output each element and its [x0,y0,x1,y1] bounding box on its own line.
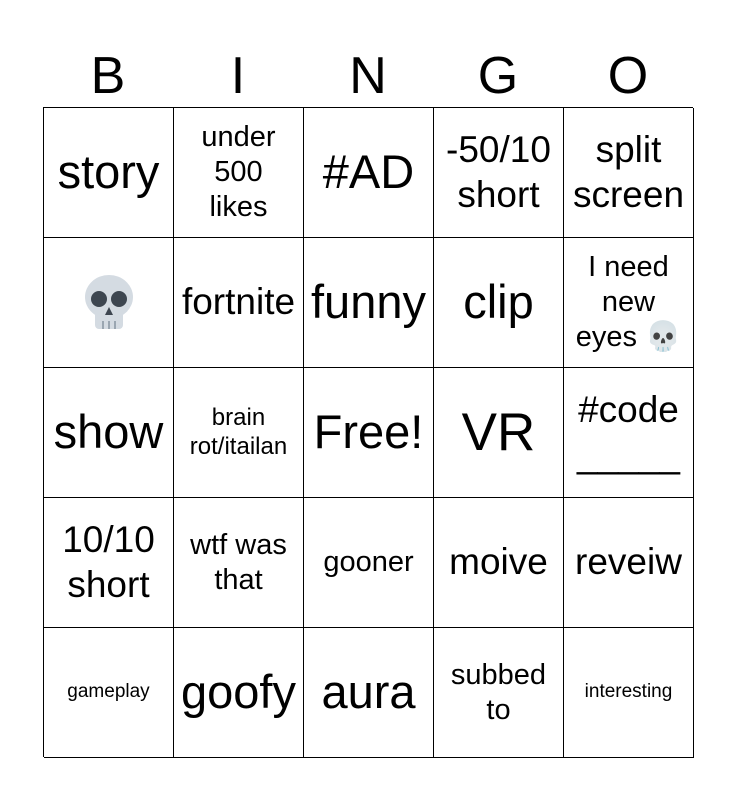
header-letter-i: I [230,47,246,105]
bingo-cell[interactable] [174,108,304,238]
bingo-cell-label: #AD [322,145,415,199]
header-letter-b: B [90,47,126,105]
bingo-cell-label: brain rot/itailan [189,403,288,460]
bingo-cell-label: interesting [584,681,673,703]
bingo-cell-label: I need new eyes 💀 [575,251,682,353]
bingo-cell-label: reveiw [575,541,682,583]
bingo-cell-label: aura [321,665,416,719]
bingo-cell[interactable] [44,238,174,368]
bingo-cell[interactable] [434,628,564,758]
skull-icon [81,273,137,333]
bingo-cell-label: subbed to [450,658,547,726]
bingo-cell[interactable] [44,108,174,238]
bingo-cell[interactable] [304,498,434,628]
bingo-cell[interactable] [44,628,174,758]
bingo-cell-label: Free! [313,405,424,459]
bingo-cell[interactable] [174,368,304,498]
bingo-cell[interactable] [304,108,434,238]
bingo-cell-label: clip [463,275,534,329]
bingo-cell-label: gooner [323,546,414,579]
header-letter-o: O [607,47,649,105]
bingo-cell[interactable] [564,498,694,628]
bingo-cell-label: #code _____ [577,389,680,475]
bingo-cell[interactable] [434,108,564,238]
bingo-cell-label: VR [461,402,536,462]
bingo-cell[interactable] [44,368,174,498]
bingo-cell-label: wtf was that [190,528,287,596]
bingo-cell[interactable] [434,498,564,628]
bingo-cell[interactable] [434,238,564,368]
bingo-cell-label: -50/10 short [446,129,551,215]
bingo-cell-label: story [57,145,160,199]
bingo-board [43,107,693,757]
bingo-cell[interactable] [304,628,434,758]
header-letter-n: N [349,47,387,105]
bingo-cell-label: split screen [572,129,685,215]
bingo-cell-label: funny [311,275,426,329]
bingo-cell[interactable] [174,238,304,368]
bingo-cell[interactable] [174,498,304,628]
bingo-cell-label: 10/10 short [62,519,155,605]
bingo-cell[interactable] [44,498,174,628]
bingo-cell[interactable] [564,238,694,368]
bingo-cell[interactable] [564,628,694,758]
header-letter-g: G [477,47,519,105]
bingo-cell[interactable] [564,108,694,238]
bingo-header [43,48,693,104]
bingo-cell[interactable] [304,368,434,498]
bingo-cell-label: gameplay [67,681,150,703]
bingo-cell-label: moive [449,541,548,583]
bingo-cell-label: show [53,405,164,459]
bingo-cell[interactable] [174,628,304,758]
bingo-cell[interactable] [434,368,564,498]
bingo-cell-label: goofy [181,665,296,719]
bingo-cell[interactable] [304,238,434,368]
bingo-cell-label: under 500 likes [201,121,276,223]
bingo-cell-label: fortnite [181,281,296,323]
bingo-cell[interactable] [564,368,694,498]
